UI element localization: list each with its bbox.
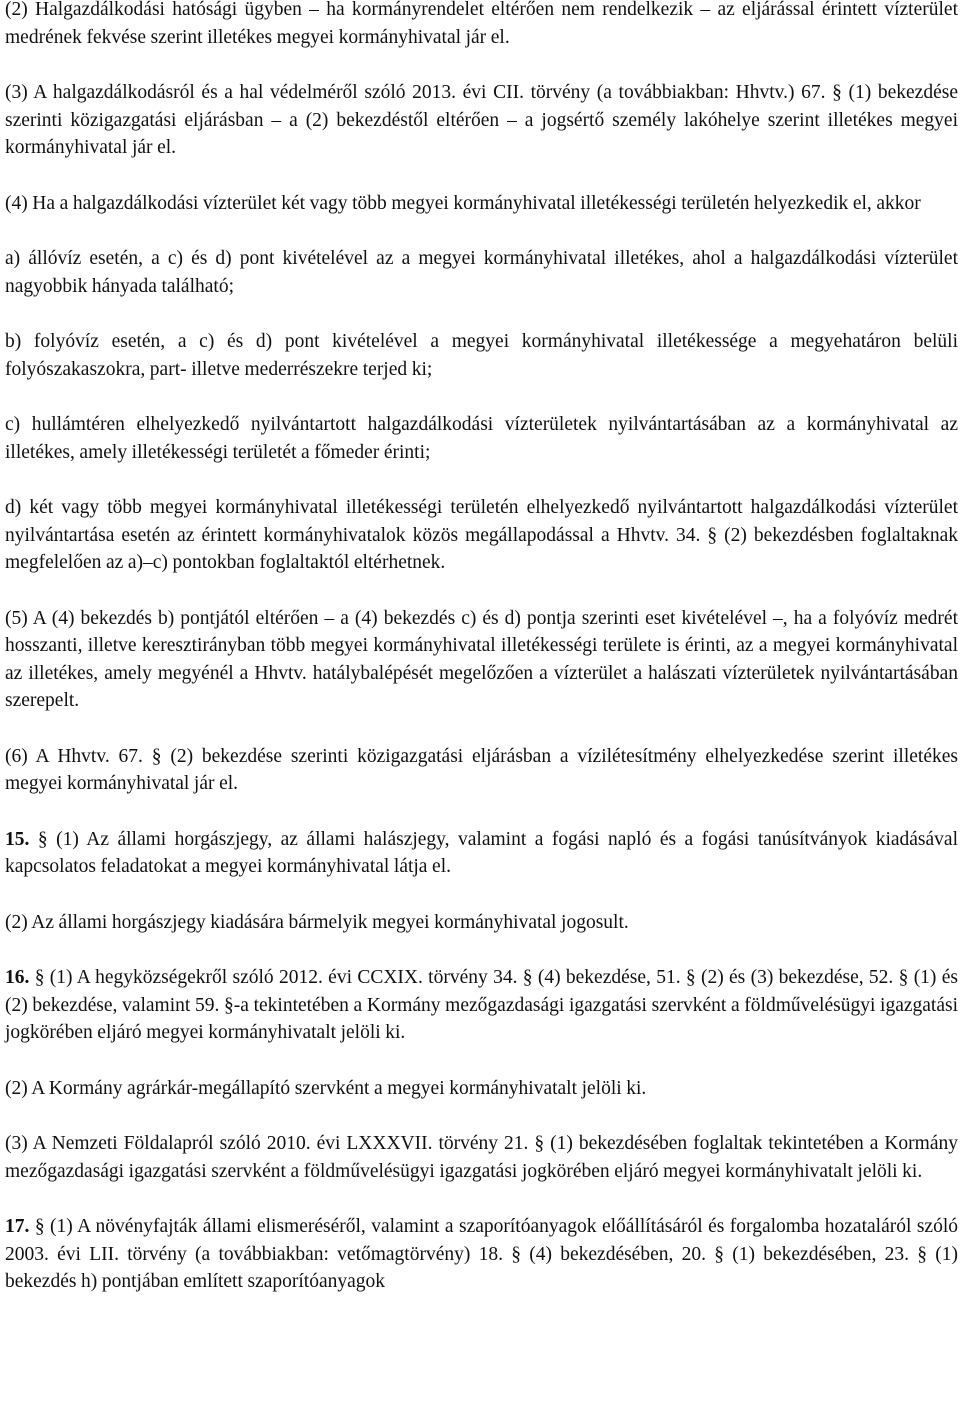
section-16-paragraph-2 [5, 1075, 958, 1103]
paragraph-6 [5, 743, 958, 798]
paragraph-text: c) hullámtéren elhelyezkedő nyilvántartott halgazdálkodási vízterületek nyilvántartásában az a kormányhivatal az illetékes, amely illetékességi területét a főmeder érinti; [5, 414, 958, 463]
point-c [5, 411, 958, 466]
paragraph-text: d) két vagy több megyei kormányhivatal illetékességi területén elhelyezkedő nyilvántartott halgazdálkodási vízterület nyilvántartása esetén az érintett kormányhivatalok közös megállapodással a Hhvtv. 34. § (2) bekezdésben foglaltaknak megfelelően az a)–c) pontokban foglaltaktól eltérhetnek. [5, 497, 958, 573]
section-17 [5, 1213, 958, 1296]
paragraph-text: § (1) A növényfajták állami elismeréséről, valamint a szaporítóanyagok előállításáról és forgalomba hozataláról szóló 2003. évi LII. törvény (a továbbiakban: vetőmagtörvény) 18. § (4) bekezdésében, 20. § (1) bekezdésében, 23. § (1) bekezdés h) pontjában említett szaporítóanyagok [5, 1216, 958, 1292]
section-16-paragraph-3 [5, 1130, 958, 1185]
paragraph-text: (4) Ha a halgazdálkodási vízterület két vagy több megyei kormányhivatal illetékességi területén helyezkedik el, akkor [5, 192, 921, 214]
point-b [5, 328, 958, 383]
paragraph-text: (5) A (4) bekezdés b) pontjától eltérően – a (4) bekezdés c) és d) pontja szerinti eset kivételével –, ha a folyóvíz medrét hosszanti, illetve keresztirányban több megyei kormányhivatal illetékességi területe is érinti, az a megyei kormányhivatal az illetékes, amely megyénél a Hhvtv. hatálybalépését megelőzően a vízterület a halászati vízterületek nyilvántartásában szerepelt. [5, 607, 958, 711]
point-d [5, 494, 958, 577]
section-number: 16. [5, 967, 30, 988]
point-a [5, 245, 958, 300]
section-16 [5, 964, 958, 1047]
paragraph-text: (2) Az állami horgászjegy kiadására bármelyik megyei kormányhivatal jogosult. [5, 911, 629, 933]
paragraph-text: (6) A Hhvtv. 67. § (2) bekezdése szerinti közigazgatási eljárásban a vízilétesítmény elhelyezkedése szerint illetékes megyei kormányhivatal jár el. [5, 745, 958, 794]
paragraph-text: (3) A Nemzeti Földalapról szóló 2010. évi LXXXVII. törvény 21. § (1) bekezdésében foglaltak tekintetében a Kormány mezőgazdasági igazgatási szervként a földművelésügyi igazgatási jogkörében eljáró megyei kormányhivatalt jelöli ki. [5, 1133, 958, 1182]
section-number: 15. [5, 828, 30, 850]
paragraph-4 [5, 190, 958, 218]
paragraph-text: § (1) Az állami horgászjegy, az állami halászjegy, valamint a fogási napló és a fogási tanúsítványok kiadásával kapcsolatos feladatokat a megyei kormányhivatal látja el. [5, 828, 958, 877]
paragraph-text: (3) A halgazdálkodásról és a hal védelméről szóló 2013. évi CII. törvény (a továbbiakban: Hhvtv.) 67. § (1) bekezdése szerinti közigazgatási eljárásban – a (2) bekezdéstől eltérően – a jogsértő személy lakóhelye szerint illetékes megyei kormányhivatal jár el. [5, 82, 958, 158]
paragraph-text: b) folyóvíz esetén, a c) és d) pont kivételével a megyei kormányhivatal illetékessége a megyehatáron belüli folyószakaszokra, part- illetve mederrészekre terjed ki; [5, 331, 958, 380]
paragraph-text: § (1) A hegyközségekről szóló 2012. évi CCXIX. törvény 34. § (4) bekezdése, 51. § (2) és (3) bekezdése, 52. § (1) és (2) bekezdése, valamint 59. §-a tekintetében a Kormány mezőgazdasági igazgatási szervként a földművelésügyi igazgatási jogkörében eljáró megyei kormányhivatalt jelöli ki. [5, 967, 958, 1043]
paragraph-5 [5, 605, 958, 715]
section-number: 17. [5, 1216, 30, 1237]
paragraph-text: (2) Halgazdálkodási hatósági ügyben – ha kormányrendelet eltérően nem rendelkezik – az eljárással érintett vízterület medrének fekvése szerint illetékes megyei kormányhivatal jár el. [5, 0, 958, 48]
paragraph-2 [5, 0, 958, 51]
paragraph-text: (2) A Kormány agrárkár-megállapító szervként a megyei kormányhivatalt jelöli ki. [5, 1077, 647, 1099]
section-15-paragraph-2 [5, 909, 958, 937]
paragraph-text: a) állóvíz esetén, a c) és d) pont kivételével az a megyei kormányhivatal illetékes, ahol a halgazdálkodási vízterület nagyobbik hányada található; [5, 248, 958, 297]
paragraph-3 [5, 79, 958, 162]
section-15 [5, 826, 958, 881]
